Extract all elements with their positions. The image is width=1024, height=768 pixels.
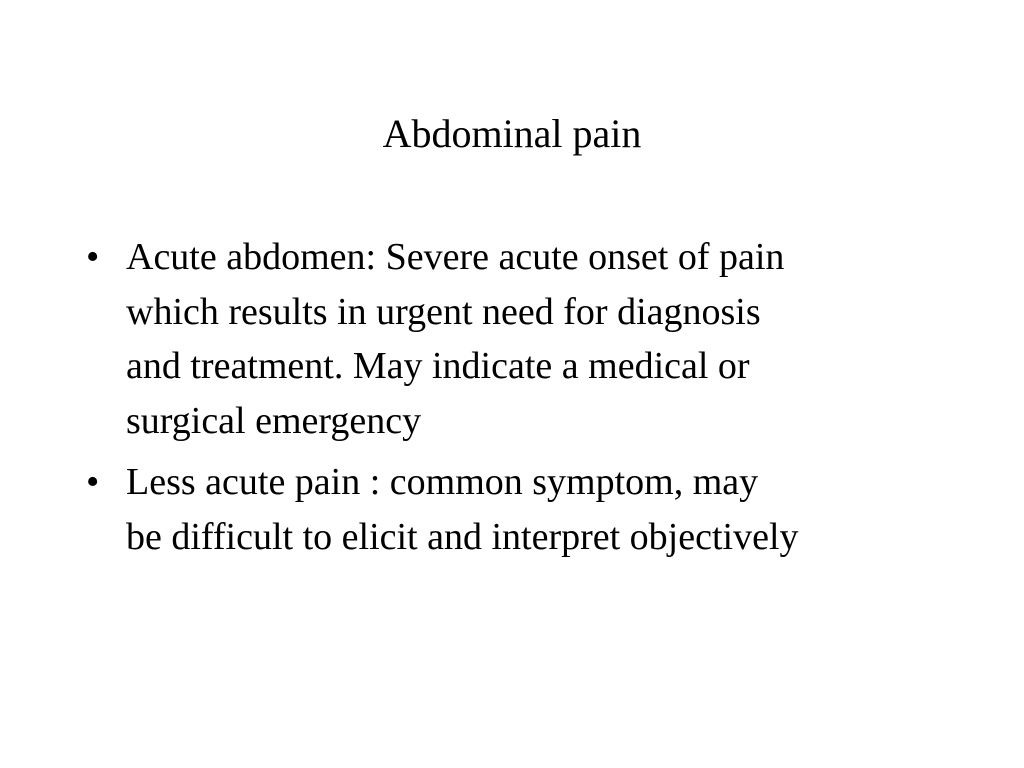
bullet-item-acute-abdomen — [86, 230, 966, 448]
bullet-list — [86, 230, 966, 571]
bullet-text: Acute abdomen: Severe acute onset of pain which results in urgent need for diagnosis and treatment. May indicate a medical or surgical emergency — [126, 236, 785, 442]
bullet-icon: • — [86, 236, 100, 278]
bullet-icon: • — [86, 461, 100, 503]
bullet-item-less-acute-pain — [86, 455, 966, 564]
slide-title: Abdominal pain — [382, 111, 642, 156]
bullet-text: Less acute pain : common symptom, may be difficult to elicit and interpret objectively — [126, 461, 799, 558]
